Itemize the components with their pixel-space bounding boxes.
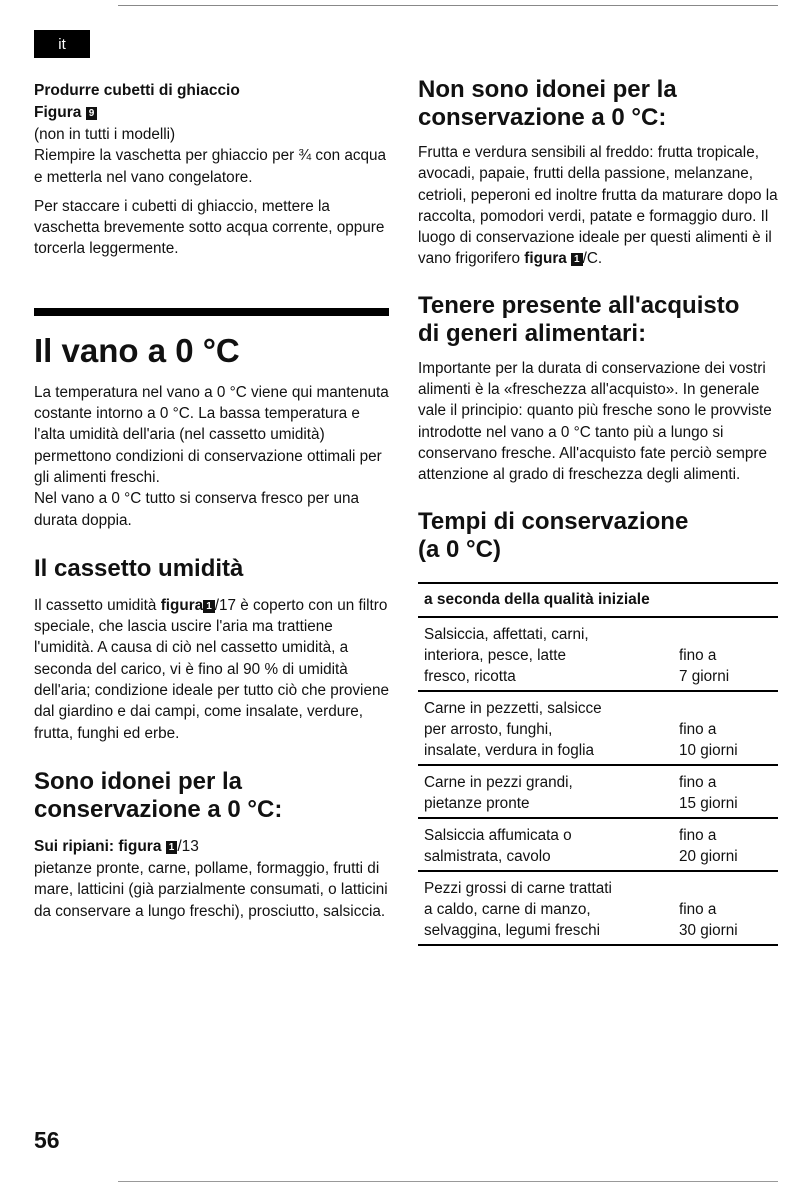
unsuitable-title-line-2: conservazione a 0 °C: [418, 104, 667, 131]
ice-paragraph-2: Per staccare i cubetti di ghiaccio, mettere la vaschetta brevemente sotto acqua corrente, oppure torcerla leggermente. [34, 197, 385, 258]
table-row [418, 871, 778, 945]
time-line: 30 giorni [679, 921, 738, 939]
humidity-drawer-text [34, 595, 389, 744]
table-row [418, 818, 778, 871]
food-line: Carne in pezzi grandi, [424, 773, 573, 791]
purchase-title-line-1: Tenere presente all'acquisto [418, 291, 740, 319]
left-column [34, 80, 389, 922]
shelves-label-text: Sui ripiani: figura [34, 837, 162, 855]
suitable-title [34, 768, 389, 824]
zero-paragraph-1: La temperatura nel vano a 0 °C viene qui mantenuta costante intorno a 0 °C. La bassa temperatura e l'alta umidità dell'aria (nel cassetto umidità) permettono condizioni di conservazione ottimali per gli alimenti freschi. [34, 383, 389, 486]
time-line: fino a [679, 826, 717, 844]
ice-figure-ref [34, 102, 389, 124]
table-cell-time [679, 765, 778, 818]
zero-paragraph-2: Nel vano a 0 °C tutto si conserva fresco per una durata doppia. [34, 490, 359, 529]
table-cell-food [418, 871, 679, 945]
food-line: selvaggina, legumi freschi [424, 921, 601, 939]
unsuitable-text-main: Frutta e verdura sensibili al freddo: frutta tropicale, avocadi, papaie, frutti della passione, melanzane, cetrioli, peperoni ed inoltre frutta da maturare dopo la raccolta, pomodori verdi, patate e formaggio duro. Il luogo di conservazione ideale per questi alimenti è il vano frigorifero [418, 144, 778, 268]
page-number: 56 [34, 1127, 60, 1153]
food-line: insalate, verdura in foglia [424, 741, 595, 759]
unsuitable-figure-label: figura [524, 250, 567, 268]
food-line: Salsiccia affumicata o [424, 826, 572, 844]
table-header-row [418, 583, 778, 617]
figure-number-icon: 9 [86, 107, 98, 120]
table-cell-food [418, 617, 679, 691]
time-line: 7 giorni [679, 667, 730, 685]
table-cell-time [679, 691, 778, 765]
drawer-figure-label: figura [160, 596, 204, 614]
food-line: interiora, pesce, latte [424, 646, 566, 664]
time-line: 20 giorni [679, 847, 738, 865]
drawer-text-rest: /17 è coperto con un filtro speciale, che lascia uscire l'aria ma trattiene l'umidità. A causa di ciò nel cassetto umidità, a seconda del carico, vi è fino al 90 % di umidità dell'aria; condizione ideale per tutto ciò che proviene dal giardino e dai campi, come insalate, verdure, frutta, funghi ed erbe. [34, 596, 389, 742]
table-cell-food [418, 818, 679, 871]
time-line: 15 giorni [679, 794, 738, 812]
suitable-title-line-2: conservazione a 0 °C: [34, 795, 283, 823]
purchase-text: Importante per la durata di conservazione dei vostri alimenti è la «freschezza all'acquisto». In generale vale il principio: quanto più fresche sono le provviste introdotte nel vano a 0 °C tanto più a lungo si conservano fresche. All'acquisto fate perciò sempre attenzione al grado di freschezza degli alimenti. [418, 359, 772, 484]
food-line: pietanze pronte [424, 794, 530, 812]
unsuitable-text-end: /C. [582, 250, 603, 268]
storage-times-title [418, 508, 778, 564]
table-row [418, 617, 778, 691]
food-line: Carne in pezzetti, salsicce [424, 699, 602, 717]
table-cell-time [679, 871, 778, 945]
time-line: fino a [679, 773, 717, 791]
table-header: a seconda della qualità iniziale [418, 583, 778, 617]
suitable-title-line-1: Sono idonei per la [34, 767, 243, 795]
food-line: Pezzi grossi di carne trattati [424, 879, 612, 897]
shelves-label [34, 836, 389, 858]
time-line: fino a [679, 720, 717, 738]
time-line: fino a [679, 646, 717, 664]
purchase-title-line-2: di generi alimentari: [418, 319, 647, 347]
food-line: salmistrata, cavolo [424, 847, 551, 865]
table-row [418, 691, 778, 765]
table-cell-time [679, 818, 778, 871]
storage-times-title-line-1: Tempi di conservazione [418, 507, 689, 535]
storage-times-table [418, 582, 778, 946]
table-cell-time [679, 617, 778, 691]
ice-figure-label: Figura [34, 104, 82, 121]
unsuitable-title-line-1: Non sono idonei per la [418, 76, 677, 103]
table-cell-food [418, 765, 679, 818]
time-line: fino a [679, 900, 717, 918]
shelves-text: pietanze pronte, carne, pollame, formaggio, frutti di mare, latticini (già parzialmente consumati, o latticini da conservare a lungo freschi), prosciutto, salsiccia. [34, 859, 388, 920]
shelves-figure-suffix: /13 [177, 837, 199, 855]
food-line: per arrosto, funghi, [424, 720, 553, 738]
language-badge: it [34, 30, 90, 58]
food-line: fresco, ricotta [424, 667, 516, 685]
drawer-text-start: Il cassetto umidità [34, 596, 157, 614]
section-divider [34, 308, 389, 316]
unsuitable-title [418, 76, 778, 132]
table-row [418, 765, 778, 818]
storage-times-title-line-2: (a 0 °C) [418, 535, 501, 563]
humidity-drawer-title: Il cassetto umidità [34, 554, 244, 582]
figure-number-icon: 1 [571, 253, 583, 266]
right-column [418, 76, 778, 946]
figure-number-icon: 1 [166, 841, 178, 854]
zero-compartment-title: Il vano a 0 °C [34, 331, 240, 369]
table-cell-food [418, 691, 679, 765]
ice-cubes-heading: Produrre cubetti di ghiaccio [34, 82, 240, 99]
ice-paragraph-1: Riempire la vaschetta per ghiaccio per ¾ con acqua e metterla nel vano congelatore. [34, 147, 387, 186]
unsuitable-text [418, 142, 778, 270]
ice-note: (non in tutti i modelli) [34, 126, 176, 143]
food-line: Salsiccia, affettati, carni, [424, 625, 589, 643]
top-edge-line [118, 5, 778, 6]
bottom-edge-line [118, 1181, 778, 1182]
figure-number-icon: 1 [203, 600, 215, 613]
purchase-title [418, 292, 778, 348]
time-line: 10 giorni [679, 741, 738, 759]
food-line: a caldo, carne di manzo, [424, 900, 591, 918]
